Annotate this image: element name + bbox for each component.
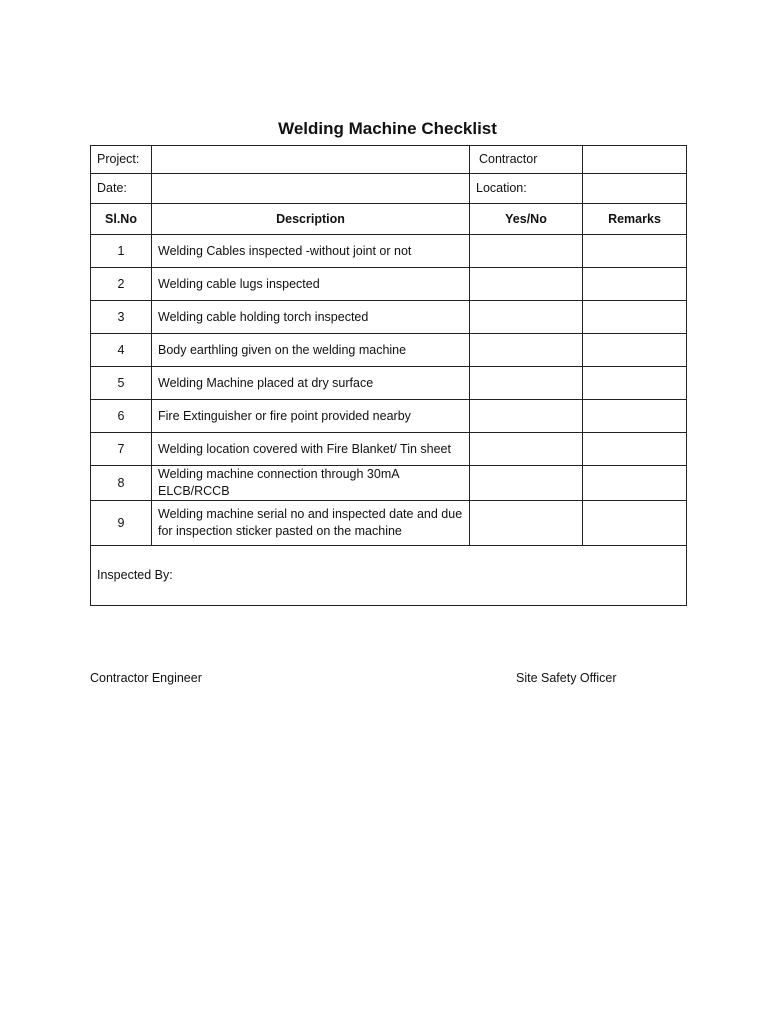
location-label: Location: — [470, 174, 583, 204]
inspected-by-row — [91, 546, 687, 606]
row-description: Welding Machine placed at dry surface — [152, 367, 470, 400]
remarks-cell[interactable] — [583, 235, 687, 268]
col-header-yesno: Yes/No — [470, 204, 583, 235]
yesno-cell[interactable] — [470, 367, 583, 400]
table-row — [91, 334, 687, 367]
contractor-label: Contractor — [470, 146, 583, 174]
table-row — [91, 466, 687, 501]
site-safety-officer-signature: Site Safety Officer — [516, 671, 617, 685]
row-description: Body earthling given on the welding machine — [152, 334, 470, 367]
yesno-cell[interactable] — [470, 501, 583, 546]
row-number: 4 — [91, 334, 152, 367]
table-row — [91, 235, 687, 268]
table-row — [91, 268, 687, 301]
remarks-cell[interactable] — [583, 301, 687, 334]
contractor-field[interactable] — [583, 146, 687, 174]
remarks-cell[interactable] — [583, 334, 687, 367]
remarks-cell[interactable] — [583, 501, 687, 546]
yesno-cell[interactable] — [470, 301, 583, 334]
row-description: Welding cable holding torch inspected — [152, 301, 470, 334]
col-header-description: Description — [152, 204, 470, 235]
location-field[interactable] — [583, 174, 687, 204]
date-label: Date: — [91, 174, 152, 204]
row-description: Welding machine serial no and inspected date and due for inspection sticker pasted on the machine — [152, 501, 470, 546]
remarks-cell[interactable] — [583, 466, 687, 501]
inspected-by-label[interactable]: Inspected By: — [91, 546, 687, 606]
table-row — [91, 400, 687, 433]
yesno-cell[interactable] — [470, 268, 583, 301]
checklist-table — [90, 145, 687, 606]
yesno-cell[interactable] — [470, 433, 583, 466]
row-number: 5 — [91, 367, 152, 400]
remarks-cell[interactable] — [583, 433, 687, 466]
date-field[interactable] — [152, 174, 470, 204]
row-number: 6 — [91, 400, 152, 433]
row-description: Fire Extinguisher or fire point provided nearby — [152, 400, 470, 433]
remarks-cell[interactable] — [583, 268, 687, 301]
row-description: Welding cable lugs inspected — [152, 268, 470, 301]
row-description: Welding Cables inspected -without joint or not — [152, 235, 470, 268]
row-number: 8 — [91, 466, 152, 501]
row-description: Welding location covered with Fire Blanket/ Tin sheet — [152, 433, 470, 466]
yesno-cell[interactable] — [470, 334, 583, 367]
table-row — [91, 301, 687, 334]
row-description: Welding machine connection through 30mA ELCB/RCCB — [152, 466, 470, 501]
remarks-cell[interactable] — [583, 367, 687, 400]
yesno-cell[interactable] — [470, 466, 583, 501]
project-label: Project: — [91, 146, 152, 174]
column-header-row — [91, 204, 687, 235]
project-field[interactable] — [152, 146, 470, 174]
row-number: 3 — [91, 301, 152, 334]
col-header-remarks: Remarks — [583, 204, 687, 235]
row-number: 1 — [91, 235, 152, 268]
date-row — [91, 174, 687, 204]
row-number: 7 — [91, 433, 152, 466]
yesno-cell[interactable] — [470, 400, 583, 433]
col-header-slno: Sl.No — [91, 204, 152, 235]
remarks-cell[interactable] — [583, 400, 687, 433]
page-title: Welding Machine Checklist — [278, 119, 497, 138]
project-row — [91, 146, 687, 174]
yesno-cell[interactable] — [470, 235, 583, 268]
table-row — [91, 501, 687, 546]
contractor-engineer-signature: Contractor Engineer — [90, 671, 202, 685]
row-number: 9 — [91, 501, 152, 546]
row-number: 2 — [91, 268, 152, 301]
table-row — [91, 367, 687, 400]
table-row — [91, 433, 687, 466]
